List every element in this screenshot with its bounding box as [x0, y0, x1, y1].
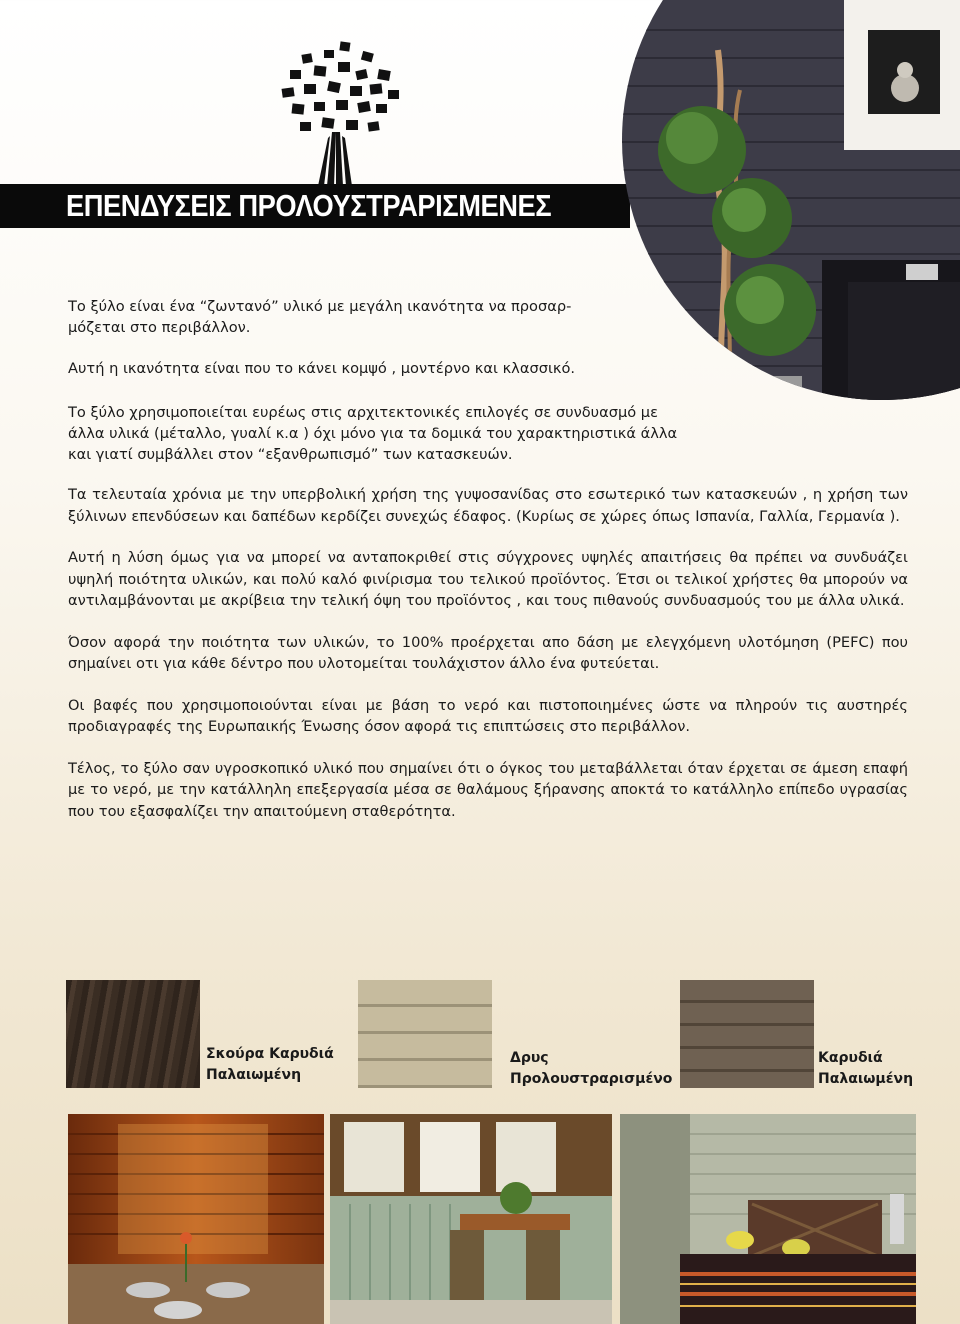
- swatch-label-line: Σκούρα Καρυδιά: [206, 1046, 334, 1062]
- paragraph: Αυτή η λύση όμως για να μπορεί να ανταποκριθεί στις σύγχρονες υψηλές απαιτήσεις θα πρέπει να συνδυάζει υψηλή ποιότητα υλικών, και πολύ καλό φινίρισμα του τελικού προϊόντος. Έτσι οι τελικοί χρήστες θα μπορούν να αντιλαμβάνονται με ακρίβεια την τελική όψη του προϊόντος , και τους πιθανούς συνδυασμούς του με άλλα υλικά.: [68, 549, 908, 609]
- swatch-label-walnut: [818, 1048, 913, 1090]
- hero-image: [622, 0, 960, 400]
- swatch-walnut: [680, 980, 814, 1088]
- swatch-oak: [358, 980, 492, 1088]
- intro-paragraph-1: [68, 296, 571, 338]
- intro-line: άλλα υλικά (μέταλλο, γυαλί κ.α ) όχι μόνο για τα δομικά του χαρακτηριστικά άλλα: [68, 425, 678, 442]
- intro-line: μόζεται στο περιβάλλον.: [68, 319, 251, 336]
- intro-line: Αυτή η ικανότητα είναι που το κάνει κομψό , μοντέρνο και κλασσικό.: [68, 360, 576, 377]
- intro-paragraph-2: [68, 358, 575, 379]
- intro-paragraph-3: [68, 402, 677, 465]
- page-title: ΕΠΕΝΔΥΣΕΙΣ ΠΡΟΛΟΥΣΤΡΑΡΙΣΜΕΝΕΣ: [66, 188, 552, 223]
- bedroom-photo: [620, 1114, 916, 1324]
- swatch-dark-walnut: [66, 980, 200, 1088]
- paragraph: Τέλος, το ξύλο σαν υγροσκοπικό υλικό που σημαίνει ότι ο όγκος του μεταβάλλεται όταν έρχεται σε άμεση επαφή με το νερό, με την κατάλληλη επεξεργασία μέσα σε θαλάμους ξήρανσης αποκτά το κατάλληλο επίπεδο υγρασίας που του εξασφαλίζει την απαιτούμενη σταθερότητα.: [68, 759, 908, 820]
- paragraph: Όσον αφορά την ποιότητα των υλικών, το 100% προέρχεται απο δάση με ελεγχόμενη υλοτόμηση (PEFC) που σημαίνει οτι για κάθε δέντρο που υλοτομείται τουλάχιστον άλλο ένα φυτεύεται.: [68, 633, 908, 672]
- intro-line: Το ξύλο είναι ένα “ζωντανό” υλικό με μεγάλη ικανότητα να προσαρ-: [68, 298, 572, 315]
- swatch-label-oak: [510, 1048, 672, 1090]
- intro-line: και γιατί συμβάλλει στον “εξανθρωπισμό” των κατασκευών.: [68, 446, 513, 463]
- body-text: [68, 484, 908, 842]
- dining-room-photo: [330, 1114, 612, 1324]
- swatch-label-line: Προλουστραρισμένο: [510, 1071, 673, 1087]
- bathroom-photo: [68, 1114, 324, 1324]
- swatch-label-dark-walnut: [206, 1044, 334, 1086]
- swatch-label-line: Καρυδιά: [818, 1050, 883, 1066]
- swatch-label-line: Παλαιωμένη: [206, 1067, 302, 1083]
- swatch-label-line: Παλαιωμένη: [818, 1071, 914, 1087]
- paragraph: Οι βαφές που χρησιμοποιούνται είναι με βάση το νερό και πιστοποιημένες ώστε να πληρούν τις αυστηρές προδιαγραφές της Ευρωπαικής Ένωσης όσον αφορά τις επιπτώσεις στο περιβάλλον.: [68, 696, 908, 735]
- intro-line: Το ξύλο χρησιμοποιείται ευρέως στις αρχιτεκτονικές επιλογές σε συνδυασμό με: [68, 404, 658, 421]
- tree-logo: [272, 40, 406, 186]
- paragraph: Τα τελευταία χρόνια με την υπερβολική χρήση της γυψοσανίδας στο εσωτερικό των κατασκευών , η χρήση των ξύλινων επενδύσεων και δαπέδων κερδίζει συνεχώς έδαφος. (Κυρίως σε χώρες όπως Ισπανία, Γαλλία, Γερμανία ).: [68, 486, 908, 525]
- swatch-label-line: Δρυς: [510, 1050, 549, 1066]
